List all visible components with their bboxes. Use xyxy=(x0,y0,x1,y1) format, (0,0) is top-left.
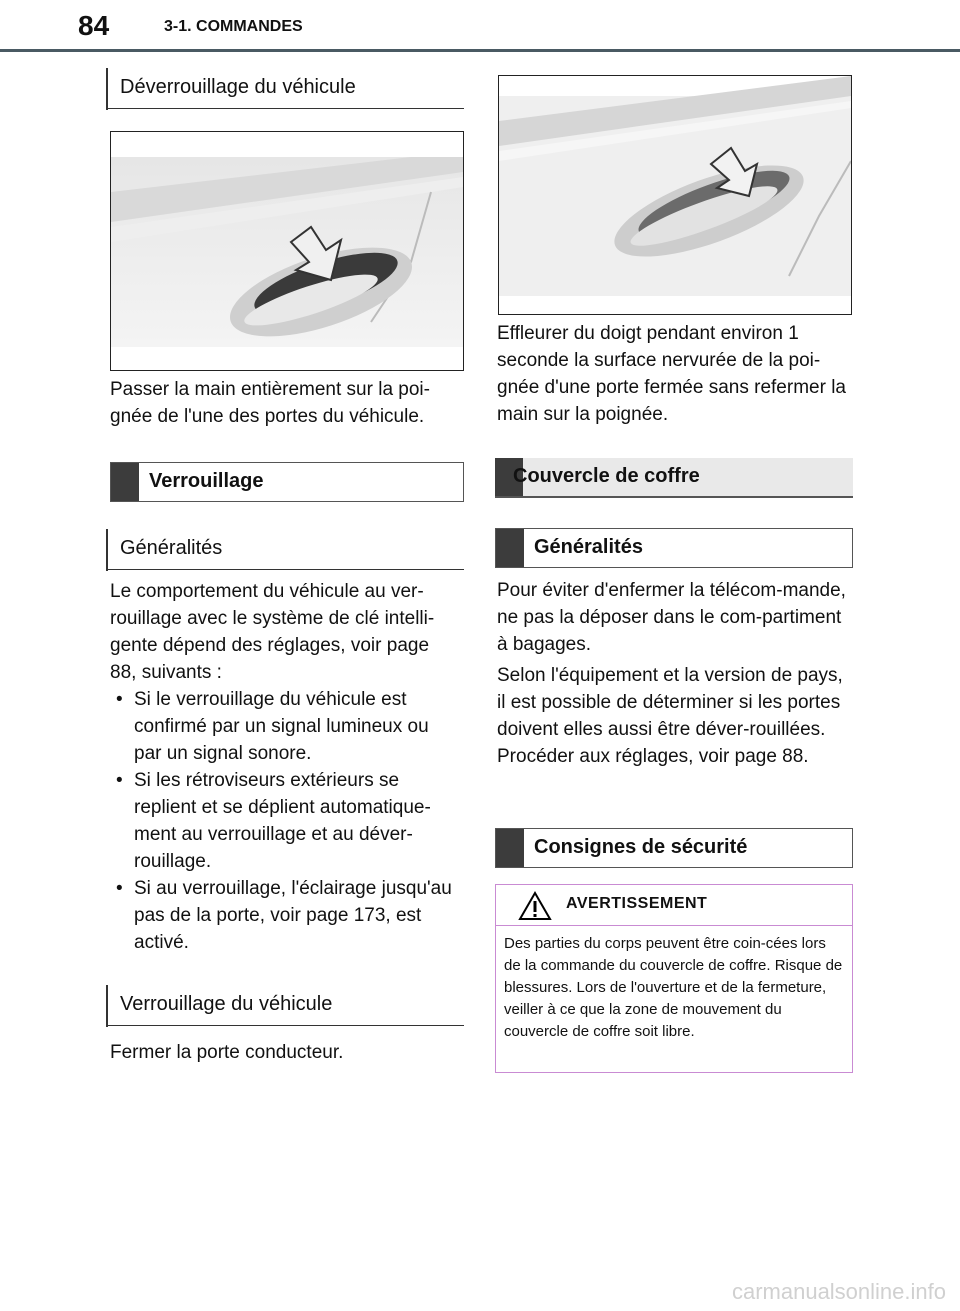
warning-box xyxy=(495,884,853,1073)
watermark: carmanualsonline.info xyxy=(731,1279,946,1304)
unlock-text: Passer la main entièrement sur la poi-gnée de l'une des portes du véhicule. xyxy=(110,379,430,427)
list-item: • Si le verrouillage du véhicule est confirmé par un signal lumineux ou par un signal sonore. xyxy=(110,686,460,767)
heading-general-trunk: Généralités xyxy=(495,528,853,568)
list-item: • Si au verrouillage, l'éclairage jusqu'au pas de la porte, voir page 173, est activé. xyxy=(110,875,460,956)
heading-lock: Verrouillage xyxy=(110,462,464,502)
trunk-general-text-1: Pour éviter d'enfermer la télécom-mande, ne pas la déposer dans le com-partiment à bagages. xyxy=(497,580,846,655)
header-rule xyxy=(0,49,960,52)
page-number: 84 xyxy=(78,10,110,41)
heading-safety: Consignes de sécurité xyxy=(495,828,853,868)
lock-settings-list xyxy=(110,686,460,956)
chapter-title: 3-1. COMMANDES xyxy=(164,18,303,35)
vehicle-lock-text: Fermer la porte conducteur. xyxy=(110,1042,344,1063)
warning-text: Des parties du corps peuvent être coin-cées lors de la commande du couvercle de coffre. Risque de blessures. Lors de l'ouverture et de la fermeture, veiller à ce que la zone de mouvement du couvercle de coffre soit libre. xyxy=(504,935,843,1040)
list-item: • Si les rétroviseurs extérieurs se replient et se déplient automatique-ment au verrouillage et au déver-rouillage. xyxy=(110,767,460,875)
figure-door-handle-unlock xyxy=(110,131,464,371)
warning-triangle-icon xyxy=(518,891,552,921)
heading-trunk: Couvercle de coffre xyxy=(495,458,853,498)
general-lock-text: Le comportement du véhicule au ver-rouillage avec le système de clé intelli-gente dépend des réglages, voir page 88, suivants : xyxy=(110,581,435,683)
warning-title: AVERTISSEMENT xyxy=(566,895,708,912)
figure-door-handle-touch xyxy=(498,75,852,315)
trunk-general-text-2: Selon l'équipement et la version de pays, il est possible de déterminer si les portes doivent elles aussi être déver-rouillées. Procéder aux réglages, voir page 88. xyxy=(497,665,843,767)
touch-text: Effleurer du doigt pendant environ 1 seconde la surface nervurée de la poi-gnée d'une porte fermée sans refermer la main sur la poignée. xyxy=(497,323,846,425)
